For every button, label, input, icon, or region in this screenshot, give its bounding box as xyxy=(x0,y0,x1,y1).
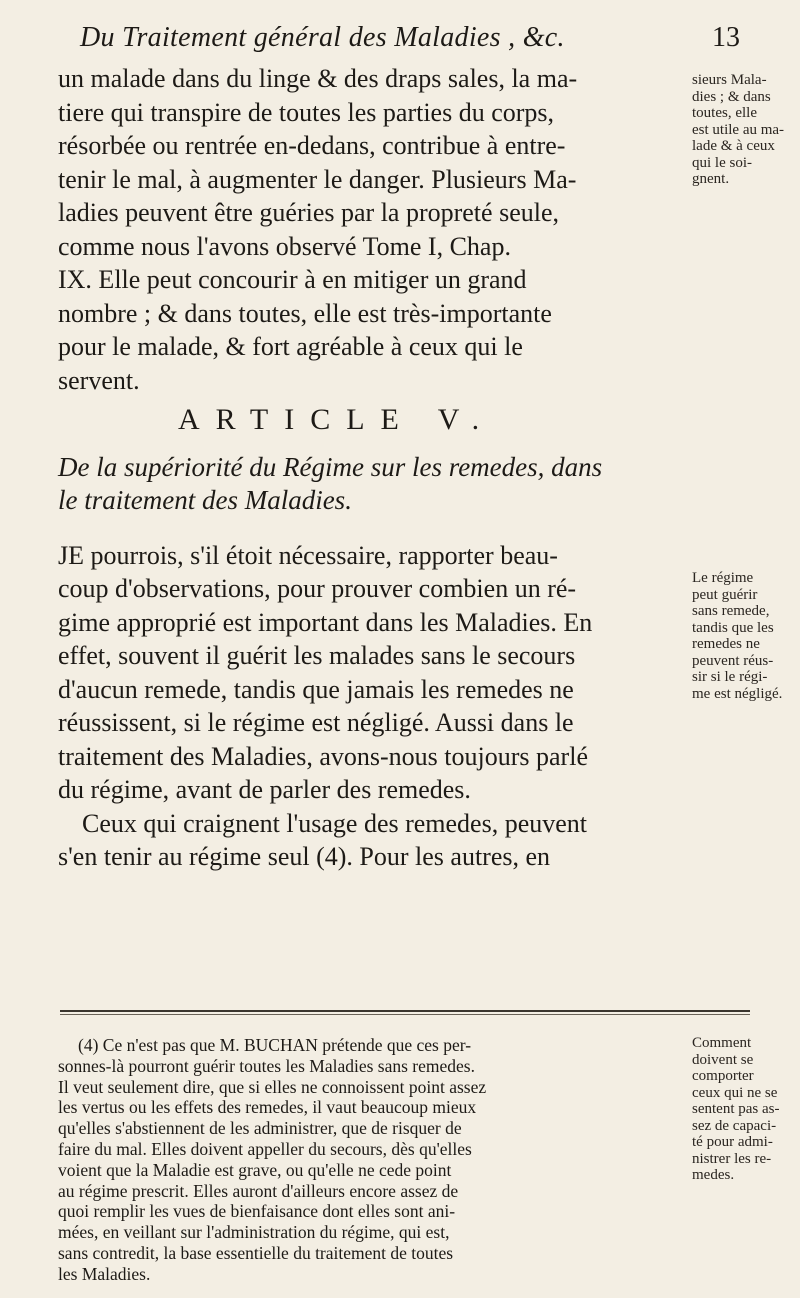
paragraph-2 xyxy=(58,539,678,807)
margin-line: té pour admi- xyxy=(692,1134,773,1150)
footnote-divider xyxy=(60,1010,750,1012)
page-number: 13 xyxy=(712,22,740,53)
text-line: Ceux qui craignent l'usage des remedes, peuvent xyxy=(82,808,588,838)
paragraph-3 xyxy=(58,807,678,874)
margin-line: medes. xyxy=(692,1167,735,1183)
margin-line: sez de capaci- xyxy=(692,1117,777,1134)
margin-line: Comment xyxy=(692,1035,752,1051)
text-line: gime approprié est important dans les Maladies. En xyxy=(58,607,593,637)
margin-line: lade & à ceux xyxy=(692,138,775,154)
footnote-line: voient que la Maladie est grave, ou qu'elle ne cede point xyxy=(58,1159,452,1180)
article-heading: ARTICLE V. xyxy=(178,403,496,436)
margin-line: peut guérir xyxy=(692,586,758,603)
margin-line: toutes, elle xyxy=(692,105,757,121)
margin-line: sentent pas as- xyxy=(692,1101,780,1117)
margin-note-3 xyxy=(692,1035,792,1184)
text-line: tiere qui transpire de toutes les parties du corps, xyxy=(58,97,555,127)
margin-line: peuvent réus- xyxy=(692,652,774,669)
margin-line: nistrer les re- xyxy=(692,1150,772,1167)
margin-line: gnent. xyxy=(692,171,730,187)
text-line: coup d'observations, pour prouver combien un ré- xyxy=(58,574,577,603)
text-line: effet, souvent il guérit les malades sans le secours xyxy=(58,641,576,670)
running-title: Du Traitement général des Maladies , &c. xyxy=(80,22,565,53)
text-line: d'aucun remede, tandis que jamais les remedes ne xyxy=(58,674,574,704)
footnote-line: au régime prescrit. Elles auront d'ailleurs encore assez de xyxy=(58,1180,459,1201)
footnote-text xyxy=(58,1035,683,1285)
margin-line: ceux qui ne se xyxy=(692,1084,778,1101)
footnote-line: les Maladies. xyxy=(58,1263,151,1284)
margin-line: me est négligé. xyxy=(692,685,783,702)
text-line: réussissent, si le régime est négligé. Aussi dans le xyxy=(58,708,574,737)
footnote xyxy=(58,1035,683,1285)
margin-line: tandis que les xyxy=(692,619,774,636)
text-line: s'en tenir au régime seul (4). Pour les autres, en xyxy=(58,842,551,871)
margin-line: Le régime xyxy=(692,570,754,586)
margin-line: est utile au ma- xyxy=(692,121,785,138)
text-line: pour le malade, & fort agréable à ceux qui le xyxy=(58,332,523,361)
text-line: résorbée ou rentrée en-dedans, contribue à entre- xyxy=(58,131,566,160)
margin-line: sieurs Mala- xyxy=(692,72,767,88)
text-line: nombre ; & dans toutes, elle est très-importante xyxy=(58,298,552,328)
footnote-line: Il veut seulement dire, que si elles ne connoissent point assez xyxy=(58,1076,487,1097)
footnote-line: les vertus ou les effets des remedes, il vaut beaucoup mieux xyxy=(58,1097,477,1118)
subtitle-line-1: De la supériorité du Régime sur les remedes, dans xyxy=(58,451,603,482)
text-line: JE pourrois, s'il étoit nécessaire, rapporter beau- xyxy=(58,540,558,570)
margin-note-1 xyxy=(692,72,792,188)
text-line: ladies peuvent être guéries par la propreté seule, xyxy=(58,198,559,227)
footnote-line: sans contredit, la base essentielle du traitement de toutes xyxy=(58,1242,454,1263)
footnote-line: qu'elles s'abstiennent de les administrer, que de risquer de xyxy=(58,1118,462,1139)
margin-line: sir si le régi- xyxy=(692,669,768,685)
text-line: servent. xyxy=(58,365,140,395)
text-line: tenir le mal, à augmenter le danger. Plusieurs Ma- xyxy=(58,164,577,194)
subtitle-line-2: le traitement des Maladies. xyxy=(58,484,352,515)
margin-line: remedes ne xyxy=(692,636,760,652)
margin-line: comporter xyxy=(692,1068,754,1084)
margin-note-2 xyxy=(692,570,792,702)
footnote-divider-thin xyxy=(60,1014,750,1015)
text-line: du régime, avant de parler des remedes. xyxy=(58,775,471,804)
text-line: un malade dans du linge & des draps sales, la ma- xyxy=(58,64,578,93)
footnote-line: faire du mal. Elles doivent appeller du secours, dès qu'elles xyxy=(58,1138,472,1159)
footnote-line: sonnes-là pourront guérir toutes les Maladies sans remedes. xyxy=(58,1055,475,1076)
margin-line: dies ; & dans xyxy=(692,88,771,105)
article-subtitle xyxy=(58,451,678,517)
text-line: comme nous l'avons observé Tome I, Chap. xyxy=(58,231,511,261)
text-line: traitement des Maladies, avons-nous toujours parlé xyxy=(58,741,588,771)
margin-line: qui le soi- xyxy=(692,154,752,171)
margin-line: sans remede, xyxy=(692,603,770,619)
margin-line: doivent se xyxy=(692,1051,754,1068)
footnote-line: quoi remplir les vues de bienfaisance dont elles sont ani- xyxy=(58,1201,456,1222)
footnote-line: (4) Ce n'est pas que M. BUCHAN prétende que ces per- xyxy=(78,1035,472,1055)
text-line: IX. Elle peut concourir à en mitiger un grand xyxy=(58,265,527,294)
main-text-column xyxy=(58,62,678,874)
paragraph-1 xyxy=(58,62,678,397)
footnote-line: mées, en veillant sur l'administration du régime, qui est, xyxy=(58,1222,450,1243)
